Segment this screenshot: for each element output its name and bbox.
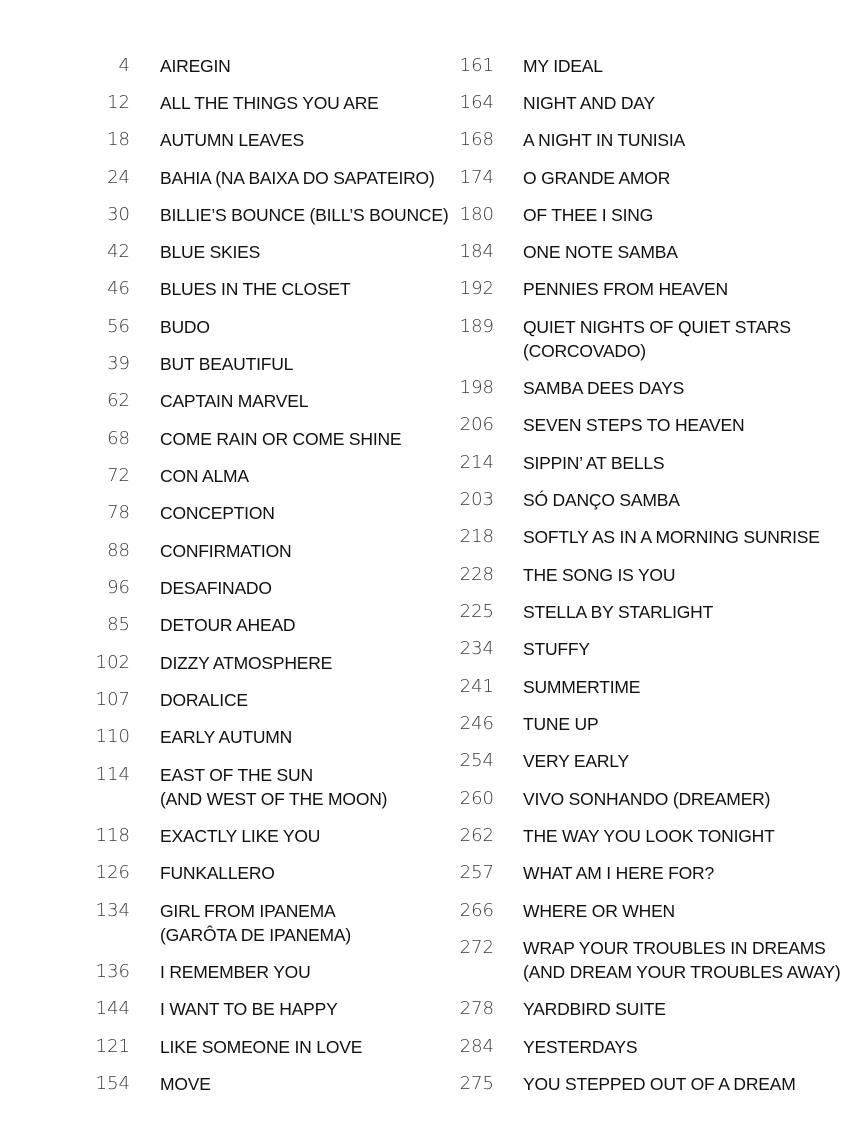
page-number: 168: [459, 129, 494, 150]
song-title: [523, 712, 598, 736]
page-number: 12: [107, 92, 130, 113]
song-title-line: FUNKALLERO: [160, 863, 275, 883]
page-number: 18: [107, 129, 130, 150]
song-title: [160, 725, 292, 749]
song-title-line: ALL THE THINGS YOU ARE: [160, 93, 379, 113]
page-number: 198: [459, 377, 494, 398]
page-number: 225: [459, 601, 494, 622]
song-title-line: NIGHT AND DAY: [523, 93, 655, 113]
song-title: [523, 1072, 796, 1096]
page-number: 275: [459, 1073, 494, 1094]
song-title-line: YOU STEPPED OUT OF A DREAM: [523, 1074, 796, 1094]
page-number: 266: [459, 900, 494, 921]
song-title-line: BLUE SKIES: [160, 242, 261, 262]
song-title-line: BILLIE’S BOUNCE (BILL’S BOUNCE): [160, 205, 449, 225]
song-title-line: STELLA BY STARLIGHT: [523, 602, 714, 622]
song-title: [160, 651, 332, 675]
song-title-line: OF THEE I SING: [523, 205, 654, 225]
song-title: [523, 1035, 637, 1059]
song-title: [523, 824, 775, 848]
song-title: [523, 563, 675, 587]
song-title: [523, 91, 655, 115]
page-number: 262: [459, 825, 494, 846]
page-number: 234: [459, 638, 494, 659]
song-title: [160, 861, 275, 885]
page-number: 184: [459, 241, 494, 262]
song-title-line: BLUES IN THE CLOSET: [160, 279, 351, 299]
page-number: 180: [459, 204, 494, 225]
page-number: 114: [95, 764, 130, 785]
song-title-line: VIVO SONHANDO (DREAMER): [523, 789, 771, 809]
song-title: [160, 688, 248, 712]
page-number: 174: [459, 167, 494, 188]
song-subtitle-line: (CORCOVADO): [523, 341, 646, 361]
song-title-line: SÓ DANÇO SAMBA: [523, 490, 680, 510]
song-title-line: BUDO: [160, 317, 210, 337]
song-title-line: STUFFY: [523, 639, 590, 659]
page-number: 254: [459, 750, 494, 771]
song-title-line: EXACTLY LIKE YOU: [160, 826, 321, 846]
page-number: 56: [107, 316, 130, 337]
song-title: [160, 91, 379, 115]
page-number: 110: [95, 726, 130, 747]
song-title-line: I REMEMBER YOU: [160, 962, 311, 982]
page-number: 96: [107, 577, 130, 598]
song-title-line: CONFIRMATION: [160, 541, 292, 561]
page-number: 192: [459, 278, 494, 299]
song-title-line: A NIGHT IN TUNISIA: [523, 130, 686, 150]
song-title-line: MY IDEAL: [523, 56, 603, 76]
song-title: [160, 240, 260, 264]
song-title-line: DESAFINADO: [160, 578, 272, 598]
song-title: [160, 1035, 362, 1059]
page-number: 154: [95, 1073, 130, 1094]
song-title: [160, 576, 272, 600]
song-title-line: YARDBIRD SUITE: [523, 999, 666, 1019]
page-number: 126: [95, 862, 130, 883]
song-title: [160, 763, 387, 811]
page-number: 121: [95, 1036, 130, 1057]
song-title-line: CAPTAIN MARVEL: [160, 391, 309, 411]
song-title: [160, 166, 435, 190]
page-number: 102: [95, 652, 130, 673]
song-title: [160, 464, 249, 488]
song-title: [523, 861, 714, 885]
song-title-line: THE SONG IS YOU: [523, 565, 676, 585]
song-title: [523, 451, 664, 475]
song-title: [523, 488, 680, 512]
page-number: 72: [107, 465, 130, 486]
page-number: 241: [459, 676, 494, 697]
song-title-line: GIRL FROM IPANEMA: [160, 901, 336, 921]
song-title: [523, 376, 684, 400]
page-number: 189: [459, 316, 494, 337]
song-title: [523, 203, 653, 227]
song-title: [523, 525, 820, 549]
page-number: 284: [459, 1036, 494, 1057]
song-title-line: THE WAY YOU LOOK TONIGHT: [523, 826, 775, 846]
song-title-line: SIPPIN’ AT BELLS: [523, 453, 665, 473]
song-title-line: BAHIA (NA BAIXA DO SAPATEIRO): [160, 168, 435, 188]
song-title: [523, 787, 770, 811]
page-number: 68: [107, 428, 130, 449]
page-number: 107: [95, 689, 130, 710]
page-number: 78: [107, 502, 130, 523]
song-title: [160, 54, 231, 78]
song-title-line: AIREGIN: [160, 56, 231, 76]
song-title: [160, 539, 291, 563]
song-title: [523, 675, 640, 699]
page-number: 164: [459, 92, 494, 113]
song-title: [523, 277, 728, 301]
page-number: 206: [459, 414, 494, 435]
song-title: [160, 203, 448, 227]
song-title-line: O GRANDE AMOR: [523, 168, 671, 188]
page-number: 272: [459, 937, 494, 958]
song-title: [523, 600, 713, 624]
page-number: 88: [107, 540, 130, 561]
song-title-line: CONCEPTION: [160, 503, 275, 523]
page-number: 136: [95, 961, 130, 982]
song-title: [523, 315, 791, 363]
song-title: [160, 389, 308, 413]
page-number: 46: [107, 278, 130, 299]
page-number: 214: [459, 452, 494, 473]
song-subtitle-line: (AND DREAM YOUR TROUBLES AWAY): [523, 962, 841, 982]
song-title: [160, 1072, 211, 1096]
song-title: [523, 936, 840, 984]
song-title-line: EAST OF THE SUN: [160, 765, 313, 785]
song-title-line: SUMMERTIME: [523, 677, 641, 697]
page-number: 85: [107, 614, 130, 635]
song-title-line: WHERE OR WHEN: [523, 901, 675, 921]
page-number: 260: [459, 788, 494, 809]
song-title-line: QUIET NIGHTS OF QUIET STARS: [523, 317, 791, 337]
song-title: [160, 427, 401, 451]
song-title-line: WRAP YOUR TROUBLES IN DREAMS: [523, 938, 826, 958]
song-title: [160, 501, 275, 525]
song-title: [523, 240, 678, 264]
song-title: [523, 128, 685, 152]
page-number: 278: [459, 998, 494, 1019]
song-title-line: LIKE SOMEONE IN LOVE: [160, 1037, 363, 1057]
page-number: 62: [107, 390, 130, 411]
song-title: [523, 899, 675, 923]
song-title-line: DETOUR AHEAD: [160, 615, 296, 635]
page-number: 228: [459, 564, 494, 585]
page-number: 246: [459, 713, 494, 734]
song-title-line: AUTUMN LEAVES: [160, 130, 304, 150]
page-number: 39: [107, 353, 130, 374]
song-title-line: COME RAIN OR COME SHINE: [160, 429, 402, 449]
page-number: 42: [107, 241, 130, 262]
song-title-line: MOVE: [160, 1074, 211, 1094]
song-title-line: SEVEN STEPS TO HEAVEN: [523, 415, 745, 435]
page-number: 134: [95, 900, 130, 921]
song-title-line: DIZZY ATMOSPHERE: [160, 653, 333, 673]
page-number: 203: [459, 489, 494, 510]
song-title-line: TUNE UP: [523, 714, 599, 734]
song-title: [523, 413, 744, 437]
page-number: 4: [118, 55, 130, 76]
song-title: [160, 899, 351, 947]
page-number: 24: [107, 167, 130, 188]
song-title-line: SOFTLY AS IN A MORNING SUNRISE: [523, 527, 820, 547]
song-subtitle-line: (AND WEST OF THE MOON): [160, 789, 388, 809]
page-number: 218: [459, 526, 494, 547]
song-title-line: BUT BEAUTIFUL: [160, 354, 294, 374]
song-title: [160, 128, 304, 152]
song-title: [160, 613, 295, 637]
page-number: 257: [459, 862, 494, 883]
song-title-line: DORALICE: [160, 690, 248, 710]
song-title: [160, 960, 311, 984]
song-title-line: SAMBA DEES DAYS: [523, 378, 685, 398]
page-number: 144: [95, 998, 130, 1019]
song-title: [523, 166, 670, 190]
song-title-line: ONE NOTE SAMBA: [523, 242, 678, 262]
song-title: [160, 997, 338, 1021]
page-number: 118: [95, 825, 130, 846]
song-title: [523, 749, 629, 773]
song-subtitle-line: (GARÔTA DE IPANEMA): [160, 925, 351, 945]
song-title: [160, 315, 210, 339]
song-title: [160, 352, 293, 376]
song-title: [523, 54, 603, 78]
song-title: [160, 824, 320, 848]
song-title: [160, 277, 350, 301]
song-title-line: PENNIES FROM HEAVEN: [523, 279, 728, 299]
song-title-line: EARLY AUTUMN: [160, 727, 293, 747]
song-title-line: CON ALMA: [160, 466, 249, 486]
page-number: 30: [107, 204, 130, 225]
song-title-line: WHAT AM I HERE FOR?: [523, 863, 714, 883]
page-number: 161: [459, 55, 494, 76]
song-title-line: VERY EARLY: [523, 751, 629, 771]
song-title-line: I WANT TO BE HAPPY: [160, 999, 338, 1019]
song-title: [523, 997, 666, 1021]
song-title-line: YESTERDAYS: [523, 1037, 638, 1057]
song-title: [523, 637, 590, 661]
